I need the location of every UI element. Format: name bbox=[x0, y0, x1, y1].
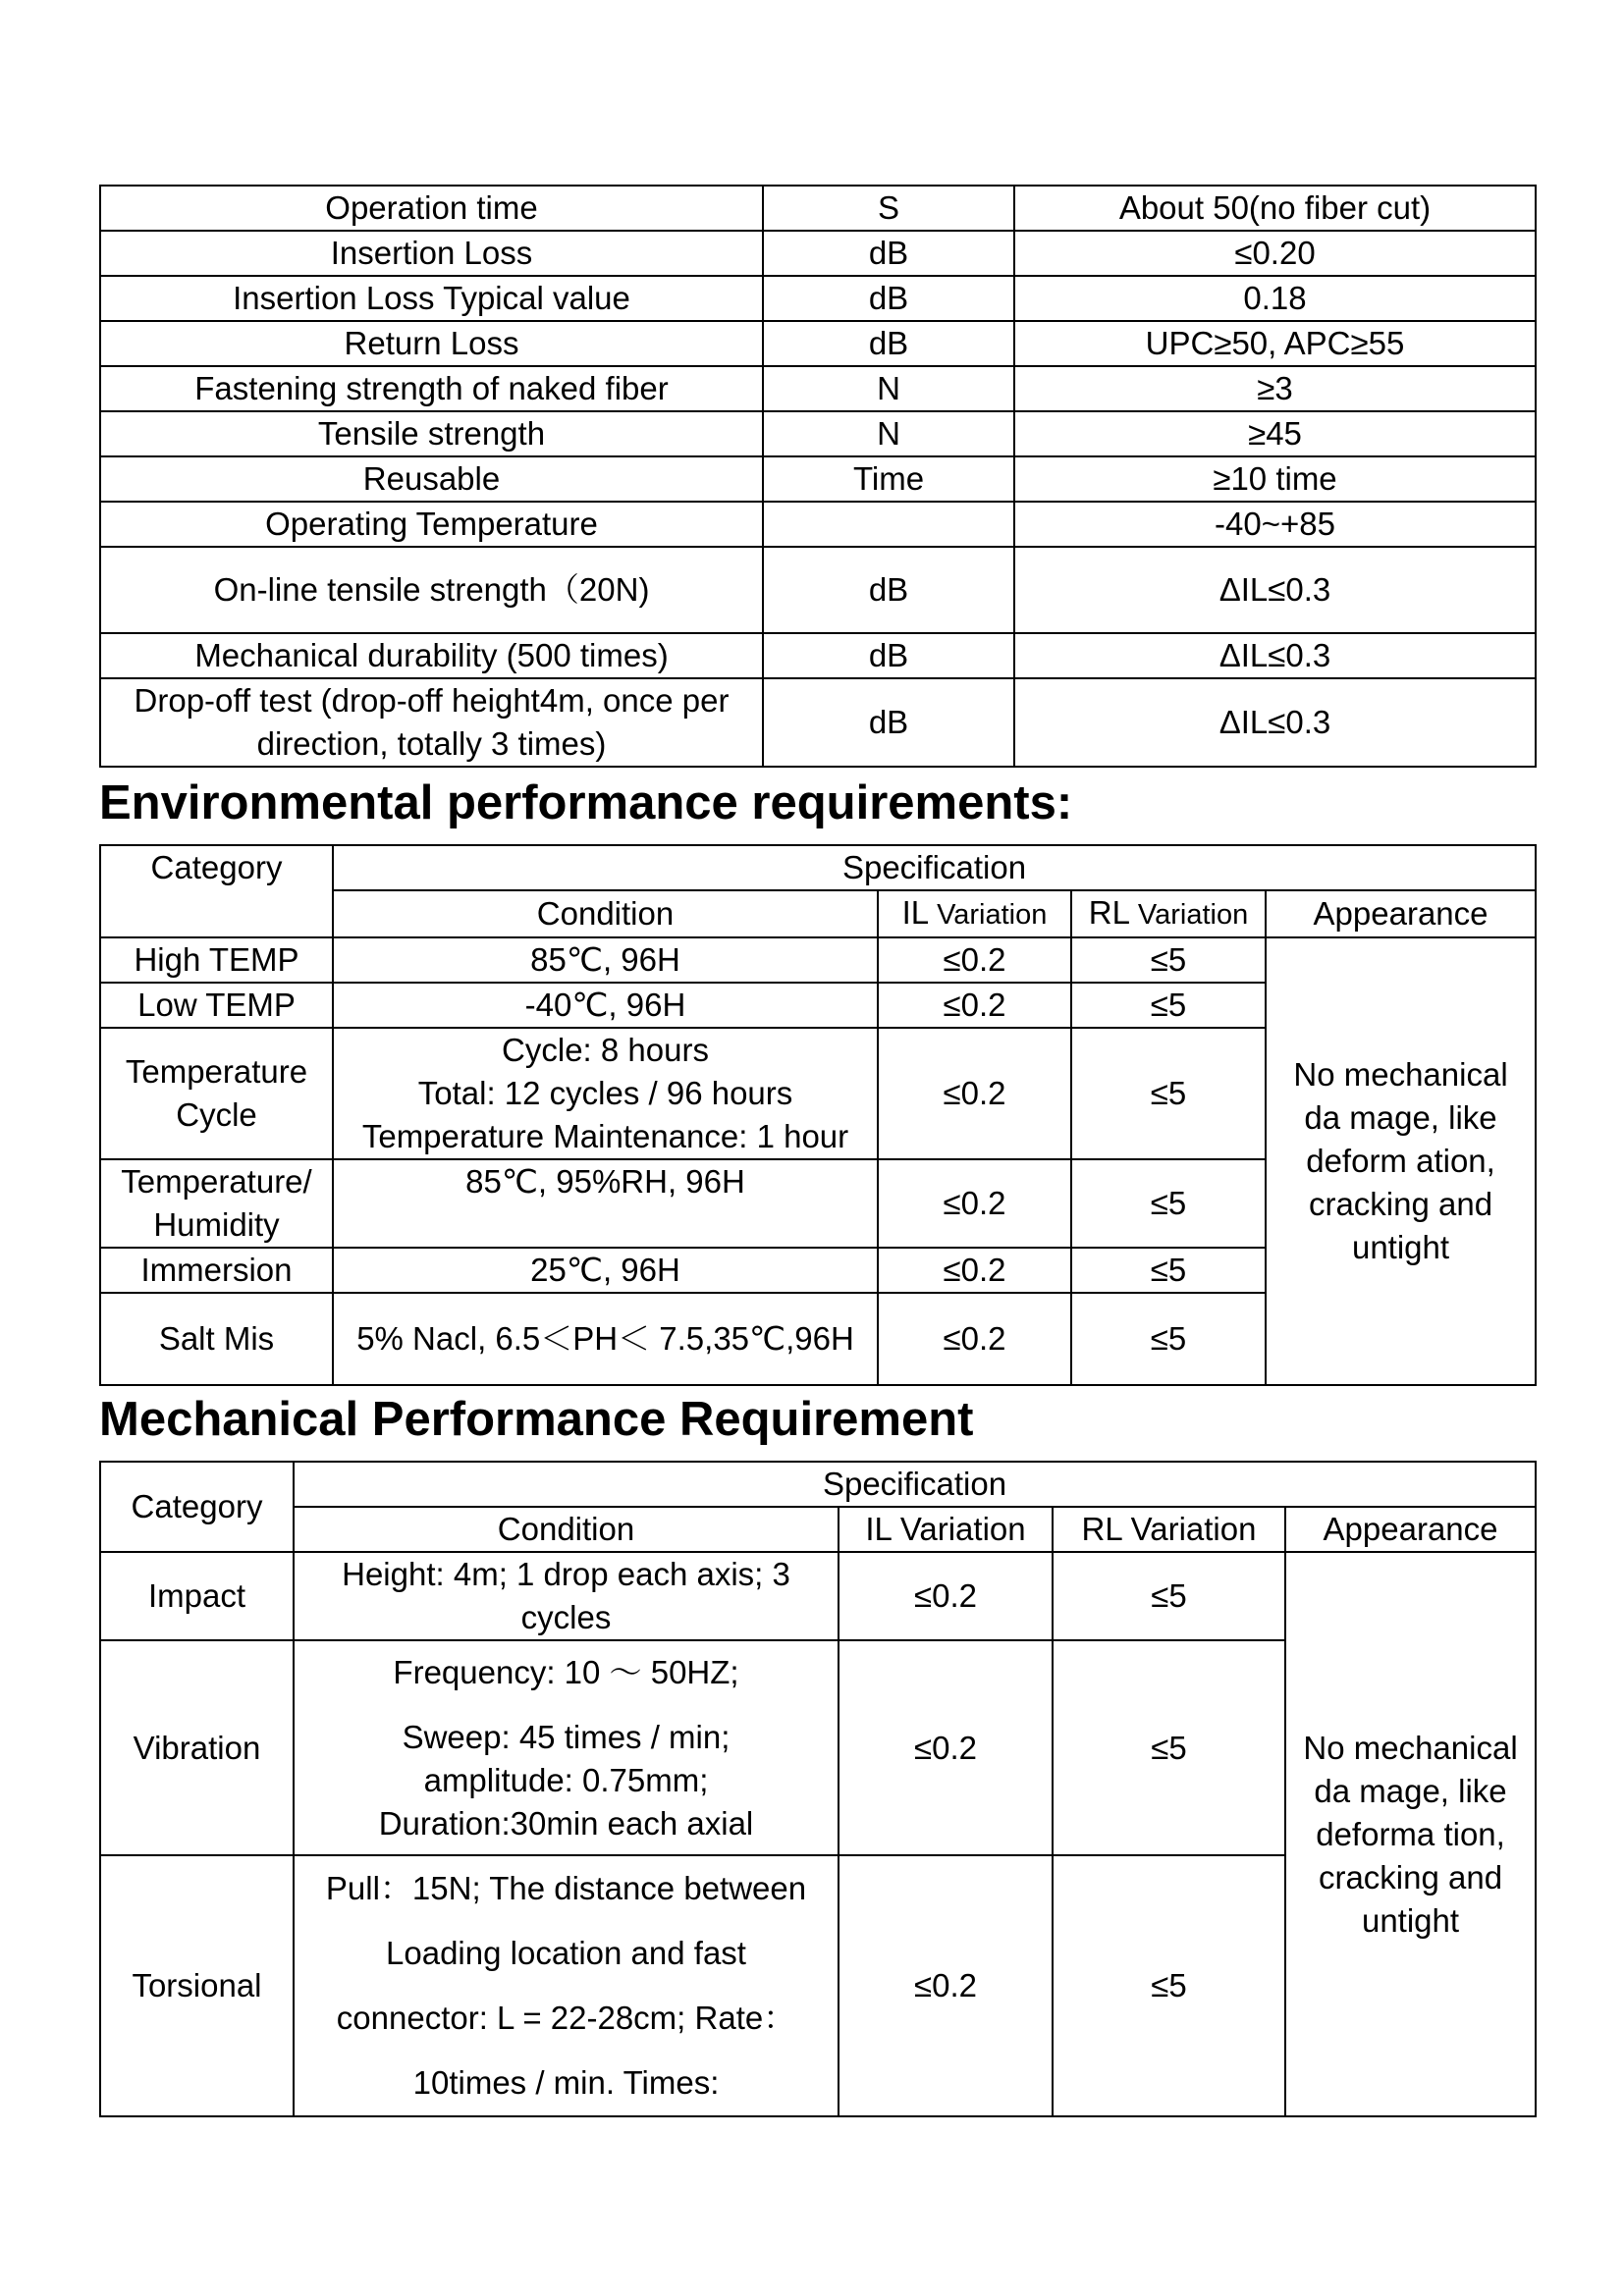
rl-cell: ≤5 bbox=[1053, 1552, 1285, 1640]
condition-cell bbox=[333, 1028, 878, 1159]
category-header: Category bbox=[100, 1462, 294, 1552]
condition-cell bbox=[294, 1855, 839, 2116]
appearance-header: Appearance bbox=[1266, 890, 1536, 937]
value-cell: ≤0.20 bbox=[1014, 231, 1536, 276]
condition-line: Loading location and fast bbox=[386, 1935, 746, 1971]
value-cell: ΔIL≤0.3 bbox=[1014, 678, 1536, 767]
item-cell: Fastening strength of naked fiber bbox=[100, 366, 763, 411]
rl-variation-header: RL Variation bbox=[1053, 1507, 1285, 1552]
il-cell: ≤0.2 bbox=[839, 1552, 1053, 1640]
appearance-header: Appearance bbox=[1285, 1507, 1536, 1552]
mechanical-heading: Mechanical Performance Requirement bbox=[99, 1393, 974, 1446]
rl-cell: ≤5 bbox=[1071, 937, 1266, 983]
category-cell: Immersion bbox=[100, 1248, 333, 1293]
unit-cell bbox=[763, 502, 1014, 547]
unit-cell: dB bbox=[763, 231, 1014, 276]
category-cell: Vibration bbox=[100, 1640, 294, 1855]
environmental-table bbox=[99, 844, 1537, 1386]
mechanical-table bbox=[99, 1461, 1537, 2117]
condition-header: Condition bbox=[333, 890, 878, 937]
condition-line: amplitude: 0.75mm; bbox=[423, 1761, 709, 1798]
item-cell: Reusable bbox=[100, 456, 763, 502]
condition-cell bbox=[294, 1640, 839, 1855]
il-cell: ≤0.2 bbox=[878, 1293, 1071, 1385]
category-cell: Torsional bbox=[100, 1855, 294, 2116]
variation-label: Variation bbox=[1137, 899, 1249, 931]
condition-cell: 25℃, 96H bbox=[333, 1248, 878, 1293]
value-cell: 0.18 bbox=[1014, 276, 1536, 321]
item-cell: Drop-off test (drop-off height4m, once per direction, totally 3 times) bbox=[100, 678, 763, 767]
il-cell: ≤0.2 bbox=[878, 983, 1071, 1028]
value-cell: ≥10 time bbox=[1014, 456, 1536, 502]
category-cell: Salt Mis bbox=[100, 1293, 333, 1385]
il-cell: ≤0.2 bbox=[839, 1640, 1053, 1855]
value-cell: ΔIL≤0.3 bbox=[1014, 547, 1536, 633]
specification-header: Specification bbox=[294, 1462, 1536, 1507]
value-cell: -40~+85 bbox=[1014, 502, 1536, 547]
item-cell: Operation time bbox=[100, 186, 763, 231]
il-label: IL bbox=[901, 894, 928, 931]
variation-label: Variation bbox=[937, 899, 1048, 931]
value-cell: ΔIL≤0.3 bbox=[1014, 633, 1536, 678]
rl-variation-header bbox=[1071, 890, 1266, 937]
value-cell: UPC≥50, APC≥55 bbox=[1014, 321, 1536, 366]
item-cell: Operating Temperature bbox=[100, 502, 763, 547]
condition-line: connector: L = 22-28cm; Rate： bbox=[336, 2000, 796, 2036]
category-header: Category bbox=[100, 845, 333, 937]
condition-line: Pull：15N; The distance between bbox=[325, 1870, 807, 1906]
item-cell: Insertion Loss Typical value bbox=[100, 276, 763, 321]
value-cell: ≥45 bbox=[1014, 411, 1536, 456]
rl-cell: ≤5 bbox=[1053, 1855, 1285, 2116]
unit-cell: dB bbox=[763, 276, 1014, 321]
item-cell: On-line tensile strength（20N) bbox=[100, 547, 763, 633]
condition-line: Duration:30min each axial bbox=[378, 1804, 754, 1842]
connector-spec-table bbox=[99, 185, 1537, 768]
condition-cell: Height: 4m; 1 drop each axis; 3 cycles bbox=[294, 1552, 839, 1640]
category-cell: Temperature Cycle bbox=[100, 1028, 333, 1159]
specification-header: Specification bbox=[333, 845, 1536, 890]
condition-line: Frequency: 10 ～ 50HZ; bbox=[393, 1653, 739, 1690]
il-cell: ≤0.2 bbox=[878, 1159, 1071, 1248]
il-cell: ≤0.2 bbox=[839, 1855, 1053, 2116]
condition-line: 10times / min. Times: bbox=[412, 2064, 720, 2101]
condition-line: Total: 12 cycles / 96 hours bbox=[417, 1075, 793, 1111]
unit-cell: Time bbox=[763, 456, 1014, 502]
il-cell: ≤0.2 bbox=[878, 937, 1071, 983]
il-variation-header bbox=[878, 890, 1071, 937]
rl-cell: ≤5 bbox=[1071, 1159, 1266, 1248]
condition-cell: 85℃, 95%RH, 96H bbox=[333, 1159, 878, 1248]
item-cell: Return Loss bbox=[100, 321, 763, 366]
condition-header: Condition bbox=[294, 1507, 839, 1552]
category-cell: Impact bbox=[100, 1552, 294, 1640]
rl-label: RL bbox=[1088, 894, 1129, 931]
unit-cell: dB bbox=[763, 321, 1014, 366]
condition-line: Temperature Maintenance: 1 hour bbox=[361, 1118, 849, 1154]
rl-cell: ≤5 bbox=[1071, 983, 1266, 1028]
value-cell: ≥3 bbox=[1014, 366, 1536, 411]
il-cell: ≤0.2 bbox=[878, 1028, 1071, 1159]
category-cell: High TEMP bbox=[100, 937, 333, 983]
condition-cell: 85℃, 96H bbox=[333, 937, 878, 983]
appearance-cell: No mechanical da mage, like deforma tion, cracking and untight bbox=[1285, 1552, 1536, 2116]
il-variation-header: IL Variation bbox=[839, 1507, 1053, 1552]
unit-cell: S bbox=[763, 186, 1014, 231]
environmental-heading: Environmental performance requirements: bbox=[99, 776, 1073, 829]
condition-cell: -40℃, 96H bbox=[333, 983, 878, 1028]
il-cell: ≤0.2 bbox=[878, 1248, 1071, 1293]
category-cell: Temperature/ Humidity bbox=[100, 1159, 333, 1248]
item-cell: Mechanical durability (500 times) bbox=[100, 633, 763, 678]
rl-cell: ≤5 bbox=[1071, 1028, 1266, 1159]
condition-cell: 5% Nacl, 6.5＜PH＜ 7.5,35℃,96H bbox=[333, 1293, 878, 1385]
appearance-cell: No mechanical da mage, like deform ation, cracking and untight bbox=[1266, 937, 1536, 1385]
item-cell: Tensile strength bbox=[100, 411, 763, 456]
rl-cell: ≤5 bbox=[1053, 1640, 1285, 1855]
unit-cell: N bbox=[763, 411, 1014, 456]
item-cell: Insertion Loss bbox=[100, 231, 763, 276]
unit-cell: dB bbox=[763, 633, 1014, 678]
condition-line: Sweep: 45 times / min; bbox=[402, 1718, 731, 1755]
unit-cell: N bbox=[763, 366, 1014, 411]
unit-cell: dB bbox=[763, 547, 1014, 633]
rl-cell: ≤5 bbox=[1071, 1293, 1266, 1385]
rl-cell: ≤5 bbox=[1071, 1248, 1266, 1293]
condition-line: Cycle: 8 hours bbox=[502, 1032, 709, 1068]
value-cell: About 50(no fiber cut) bbox=[1014, 186, 1536, 231]
unit-cell: dB bbox=[763, 678, 1014, 767]
category-cell: Low TEMP bbox=[100, 983, 333, 1028]
